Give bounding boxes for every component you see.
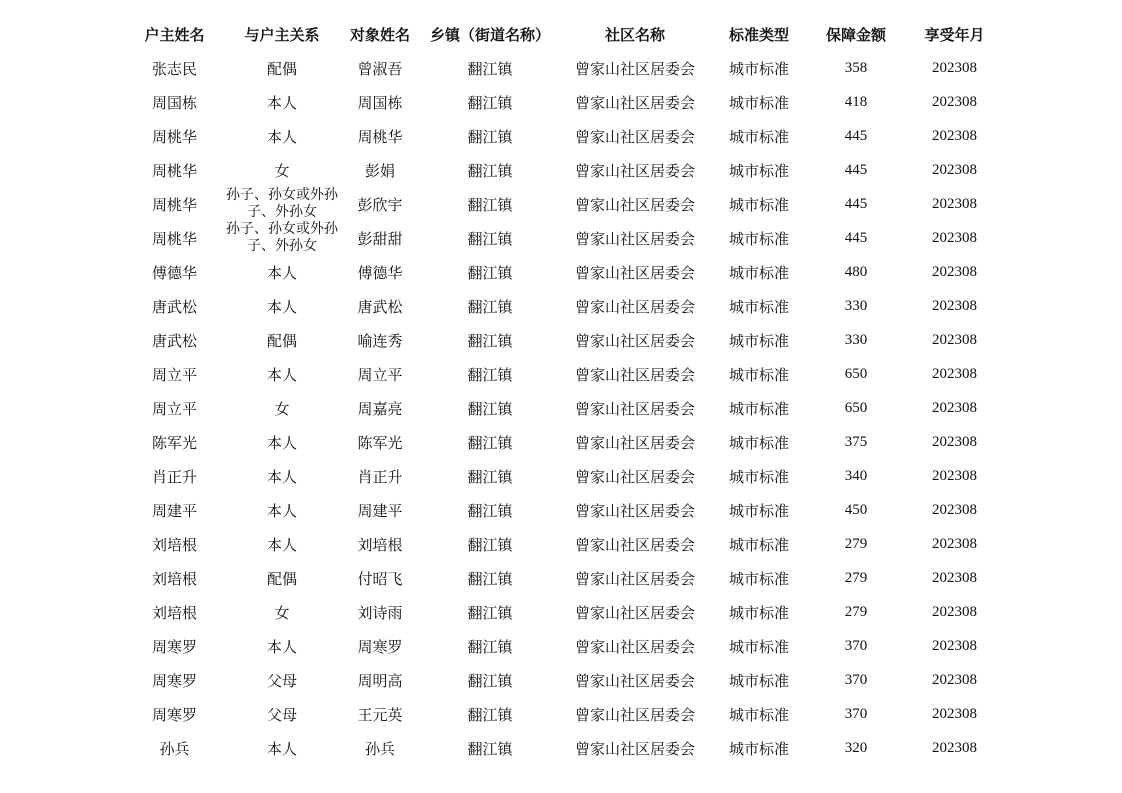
standard-type-cell: 城市标准 [728, 501, 789, 520]
standard-type-cell: 城市标准 [728, 739, 789, 758]
period-cell: 202308 [932, 569, 977, 586]
standard-type-cell: 城市标准 [728, 637, 789, 656]
period-cell: 202308 [932, 93, 977, 110]
standard-type-cell: 城市标准 [728, 297, 789, 316]
householder-name-cell: 周桃华 [151, 229, 197, 248]
recipient-name-cell: 彭甜甜 [357, 229, 403, 248]
householder-name-cell: 张志民 [151, 59, 197, 78]
amount-cell: 279 [844, 535, 868, 552]
amount-cell: 340 [844, 467, 868, 484]
community-cell: 曾家山社区居委会 [574, 399, 695, 418]
relationship-cell: 女 [274, 603, 290, 622]
period-cell: 202308 [932, 263, 977, 280]
householder-name-cell: 刘培根 [151, 535, 197, 554]
householder-name-cell: 肖正升 [151, 467, 197, 486]
town-cell: 翻江镇 [467, 569, 513, 588]
relationship-cell: 本人 [266, 637, 297, 656]
period-cell: 202308 [932, 501, 977, 518]
relationship-cell [224, 187, 340, 221]
table-row [125, 697, 1005, 731]
standard-type-cell: 城市标准 [728, 365, 789, 384]
town-cell: 翻江镇 [467, 331, 513, 350]
community-cell: 曾家山社区居委会 [574, 195, 695, 214]
relationship-cell: 本人 [266, 127, 297, 146]
period-cell: 202308 [932, 603, 977, 620]
amount-cell: 370 [844, 671, 868, 688]
amount-cell: 445 [844, 195, 868, 212]
header-relationship: 与户主关系 [244, 25, 320, 44]
table-row [125, 629, 1005, 663]
table-row [125, 51, 1005, 85]
community-cell: 曾家山社区居委会 [574, 59, 695, 78]
amount-cell: 418 [844, 93, 868, 110]
standard-type-cell: 城市标准 [728, 467, 789, 486]
relationship-cell: 本人 [266, 93, 297, 112]
amount-cell: 445 [844, 229, 868, 246]
town-cell: 翻江镇 [467, 399, 513, 418]
table-row [125, 595, 1005, 629]
relationship-cell: 父母 [266, 705, 297, 724]
amount-cell: 650 [844, 399, 868, 416]
standard-type-cell: 城市标准 [728, 705, 789, 724]
table-row [125, 357, 1005, 391]
table-row [125, 85, 1005, 119]
recipient-name-cell: 周国栋 [357, 93, 403, 112]
householder-name-cell: 周桃华 [151, 195, 197, 214]
table-row [125, 459, 1005, 493]
table-row [125, 527, 1005, 561]
recipient-name-cell: 陈军光 [357, 433, 403, 452]
relationship-cell: 配偶 [266, 59, 297, 78]
community-cell: 曾家山社区居委会 [574, 365, 695, 384]
recipient-name-cell: 彭欣宇 [357, 195, 403, 214]
amount-cell: 279 [844, 569, 868, 586]
town-cell: 翻江镇 [467, 93, 513, 112]
standard-type-cell: 城市标准 [728, 569, 789, 588]
header-row [125, 17, 1005, 51]
document-page [125, 17, 1005, 765]
community-cell: 曾家山社区居委会 [574, 297, 695, 316]
relationship-cell: 本人 [266, 501, 297, 520]
recipient-name-cell: 周寒罗 [357, 637, 403, 656]
header-community: 社区名称 [604, 25, 665, 44]
householder-name-cell: 唐武松 [151, 297, 197, 316]
householder-name-cell: 周桃华 [151, 161, 197, 180]
amount-cell: 450 [844, 501, 868, 518]
recipient-name-cell: 喻连秀 [357, 331, 403, 350]
recipient-name-cell: 孙兵 [364, 739, 395, 758]
recipient-name-cell: 周建平 [357, 501, 403, 520]
period-cell: 202308 [932, 195, 977, 212]
town-cell: 翻江镇 [467, 535, 513, 554]
table-row [125, 289, 1005, 323]
recipient-name-cell: 刘培根 [357, 535, 403, 554]
period-cell: 202308 [932, 297, 977, 314]
table-row [125, 561, 1005, 595]
householder-name-cell: 周寒罗 [151, 705, 197, 724]
recipient-name-cell: 傅德华 [357, 263, 403, 282]
amount-cell: 370 [844, 637, 868, 654]
amount-cell: 330 [844, 297, 868, 314]
relationship-cell [224, 221, 340, 255]
amount-cell: 370 [844, 705, 868, 722]
community-cell: 曾家山社区居委会 [574, 671, 695, 690]
table-row [125, 391, 1005, 425]
period-cell: 202308 [932, 229, 977, 246]
period-cell: 202308 [932, 127, 977, 144]
table-row [125, 663, 1005, 697]
householder-name-cell: 刘培根 [151, 603, 197, 622]
community-cell: 曾家山社区居委会 [574, 569, 695, 588]
relationship-cell: 父母 [266, 671, 297, 690]
householder-name-cell: 周立平 [151, 399, 197, 418]
householder-name-cell: 周建平 [151, 501, 197, 520]
header-period: 享受年月 [924, 25, 985, 44]
community-cell: 曾家山社区居委会 [574, 229, 695, 248]
community-cell: 曾家山社区居委会 [574, 637, 695, 656]
recipient-name-cell: 周立平 [357, 365, 403, 384]
community-cell: 曾家山社区居委会 [574, 93, 695, 112]
town-cell: 翻江镇 [467, 501, 513, 520]
period-cell: 202308 [932, 467, 977, 484]
recipient-name-cell: 唐武松 [357, 297, 403, 316]
recipient-name-cell: 彭娟 [364, 161, 395, 180]
householder-name-cell: 周国栋 [151, 93, 197, 112]
standard-type-cell: 城市标准 [728, 603, 789, 622]
amount-cell: 358 [844, 59, 868, 76]
amount-cell: 279 [844, 603, 868, 620]
relationship-cell: 配偶 [266, 331, 297, 350]
period-cell: 202308 [932, 705, 977, 722]
householder-name-cell: 周立平 [151, 365, 197, 384]
community-cell: 曾家山社区居委会 [574, 161, 695, 180]
recipient-name-cell: 周明高 [357, 671, 403, 690]
standard-type-cell: 城市标准 [728, 331, 789, 350]
town-cell: 翻江镇 [467, 739, 513, 758]
householder-name-cell: 唐武松 [151, 331, 197, 350]
town-cell: 翻江镇 [467, 705, 513, 724]
header-householder-name: 户主姓名 [144, 25, 205, 44]
period-cell: 202308 [932, 433, 977, 450]
table-row [125, 153, 1005, 187]
relationship-cell: 本人 [266, 535, 297, 554]
amount-cell: 650 [844, 365, 868, 382]
period-cell: 202308 [932, 161, 977, 178]
header-town: 乡镇（街道名称） [429, 25, 550, 44]
amount-cell: 320 [844, 739, 868, 756]
amount-cell: 445 [844, 127, 868, 144]
town-cell: 翻江镇 [467, 433, 513, 452]
town-cell: 翻江镇 [467, 195, 513, 214]
relationship-cell: 本人 [266, 365, 297, 384]
amount-cell: 375 [844, 433, 868, 450]
header-amount: 保障金额 [825, 25, 886, 44]
relationship-cell: 本人 [266, 297, 297, 316]
header-recipient-name: 对象姓名 [349, 25, 410, 44]
householder-name-cell: 刘培根 [151, 569, 197, 588]
amount-cell: 480 [844, 263, 868, 280]
householder-name-cell: 周寒罗 [151, 671, 197, 690]
period-cell: 202308 [932, 671, 977, 688]
assistance-table [125, 17, 1005, 765]
town-cell: 翻江镇 [467, 467, 513, 486]
recipient-name-cell: 曾淑吾 [357, 59, 403, 78]
town-cell: 翻江镇 [467, 59, 513, 78]
table-row [125, 255, 1005, 289]
standard-type-cell: 城市标准 [728, 195, 789, 214]
relationship-cell: 本人 [266, 263, 297, 282]
standard-type-cell: 城市标准 [728, 263, 789, 282]
recipient-name-cell: 周嘉亮 [357, 399, 403, 418]
relationship-cell: 本人 [266, 467, 297, 486]
householder-name-cell: 傅德华 [151, 263, 197, 282]
relationship-cell: 本人 [266, 433, 297, 452]
town-cell: 翻江镇 [467, 161, 513, 180]
community-cell: 曾家山社区居委会 [574, 603, 695, 622]
period-cell: 202308 [932, 739, 977, 756]
standard-type-cell: 城市标准 [728, 59, 789, 78]
community-cell: 曾家山社区居委会 [574, 467, 695, 486]
standard-type-cell: 城市标准 [728, 161, 789, 180]
town-cell: 翻江镇 [467, 671, 513, 690]
table-row [125, 425, 1005, 459]
standard-type-cell: 城市标准 [728, 399, 789, 418]
standard-type-cell: 城市标准 [728, 671, 789, 690]
standard-type-cell: 城市标准 [728, 433, 789, 452]
relationship-cell: 配偶 [266, 569, 297, 588]
community-cell: 曾家山社区居委会 [574, 127, 695, 146]
recipient-name-cell: 周桃华 [357, 127, 403, 146]
community-cell: 曾家山社区居委会 [574, 263, 695, 282]
period-cell: 202308 [932, 365, 977, 382]
town-cell: 翻江镇 [467, 263, 513, 282]
community-cell: 曾家山社区居委会 [574, 331, 695, 350]
community-cell: 曾家山社区居委会 [574, 739, 695, 758]
relationship-text: 孙子、孙女或外孙子、外孙女 [226, 221, 338, 254]
town-cell: 翻江镇 [467, 637, 513, 656]
community-cell: 曾家山社区居委会 [574, 705, 695, 724]
standard-type-cell: 城市标准 [728, 127, 789, 146]
header-standard-type: 标准类型 [728, 25, 789, 44]
householder-name-cell: 周桃华 [151, 127, 197, 146]
table-row [125, 187, 1005, 221]
town-cell: 翻江镇 [467, 603, 513, 622]
town-cell: 翻江镇 [467, 297, 513, 316]
householder-name-cell: 周寒罗 [151, 637, 197, 656]
relationship-cell: 女 [274, 161, 290, 180]
relationship-cell: 女 [274, 399, 290, 418]
relationship-text: 孙子、孙女或外孙子、外孙女 [226, 187, 338, 220]
table-row [125, 323, 1005, 357]
relationship-cell: 本人 [266, 739, 297, 758]
period-cell: 202308 [932, 637, 977, 654]
period-cell: 202308 [932, 535, 977, 552]
amount-cell: 330 [844, 331, 868, 348]
standard-type-cell: 城市标准 [728, 535, 789, 554]
table-row [125, 493, 1005, 527]
recipient-name-cell: 付昭飞 [357, 569, 403, 588]
recipient-name-cell: 肖正升 [357, 467, 403, 486]
table-header [125, 17, 1005, 51]
standard-type-cell: 城市标准 [728, 93, 789, 112]
householder-name-cell: 孙兵 [159, 739, 190, 758]
community-cell: 曾家山社区居委会 [574, 433, 695, 452]
period-cell: 202308 [932, 59, 977, 76]
householder-name-cell: 陈军光 [151, 433, 197, 452]
period-cell: 202308 [932, 331, 977, 348]
town-cell: 翻江镇 [467, 365, 513, 384]
community-cell: 曾家山社区居委会 [574, 535, 695, 554]
table-body [125, 51, 1005, 765]
town-cell: 翻江镇 [467, 127, 513, 146]
recipient-name-cell: 王元英 [357, 705, 403, 724]
standard-type-cell: 城市标准 [728, 229, 789, 248]
table-row [125, 119, 1005, 153]
period-cell: 202308 [932, 399, 977, 416]
table-row [125, 221, 1005, 255]
recipient-name-cell: 刘诗雨 [357, 603, 403, 622]
town-cell: 翻江镇 [467, 229, 513, 248]
table-row [125, 731, 1005, 765]
amount-cell: 445 [844, 161, 868, 178]
community-cell: 曾家山社区居委会 [574, 501, 695, 520]
